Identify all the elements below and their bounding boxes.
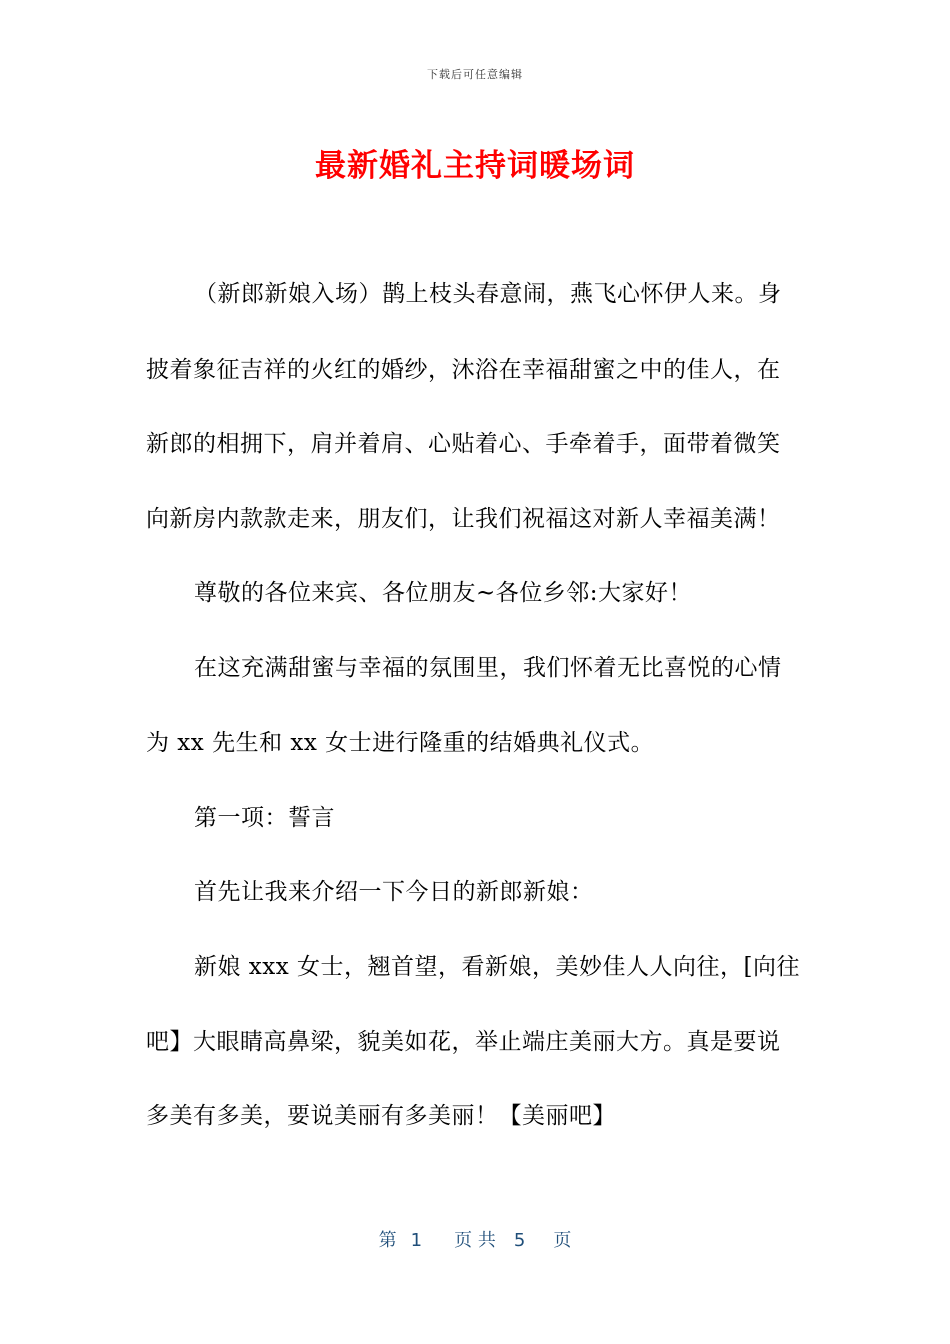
footer-total-pages: 5	[513, 1230, 526, 1251]
header-note: 下载后可任意编辑	[427, 68, 523, 81]
body-line-11: 吧】大眼睛高鼻梁，貌美如花，举止端庄美丽大方。真是要说	[146, 1029, 781, 1055]
body-line-1: （新郎新娘入场）鹊上枝头春意闹，燕飞心怀伊人来。身	[194, 281, 782, 307]
footer-page-number: 1	[410, 1230, 423, 1251]
body-line-8: 第一项：誓言	[194, 805, 335, 831]
body-line-6: 在这充满甜蜜与幸福的氛围里，我们怀着无比喜悦的心情	[194, 655, 782, 681]
footer-prefix: 第	[378, 1230, 397, 1251]
footer-suffix: 页	[553, 1230, 572, 1251]
body-line-9: 首先让我来介绍一下今日的新郎新娘：	[194, 879, 594, 905]
body-line-7: 为 xx 先生和 xx 女士进行隆重的结婚典礼仪式。	[146, 730, 655, 756]
body-line-4: 向新房内款款走来，朋友们，让我们祝福这对新人幸福美满！	[146, 506, 781, 532]
footer-middle: 页 共	[454, 1230, 496, 1251]
body-line-2: 披着象征吉祥的火红的婚纱，沐浴在幸福甜蜜之中的佳人，在	[146, 357, 781, 383]
body-line-5: 尊敬的各位来宾、各位朋友~各位乡邻:大家好！	[194, 580, 693, 606]
body-line-10: 新娘 xxx 女士，翘首望，看新娘，美妙佳人人向往，[向往	[194, 954, 801, 980]
body-line-12: 多美有多美，要说美丽有多美丽！【美丽吧】	[146, 1103, 616, 1129]
body-line-3: 新郎的相拥下，肩并着肩、心贴着心、手牵着手，面带着微笑	[146, 431, 781, 457]
page-footer	[0, 1226, 950, 1252]
document-title: 最新婚礼主持词暖场词	[315, 148, 635, 184]
